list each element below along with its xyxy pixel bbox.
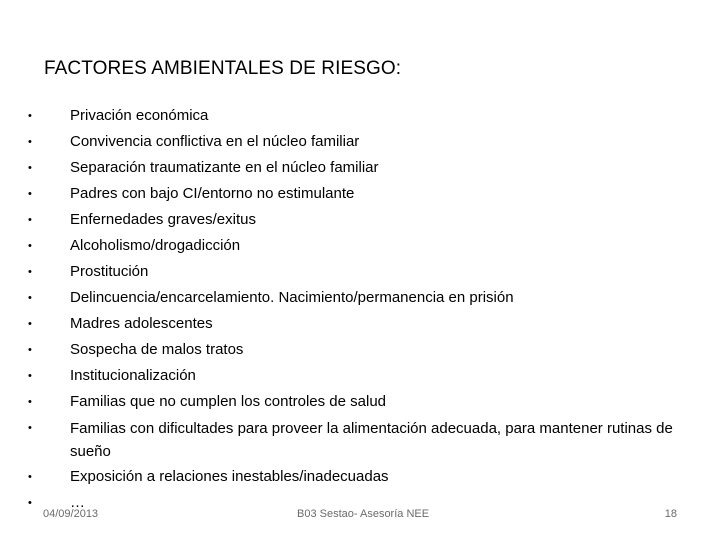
bullet-marker: • (28, 110, 32, 122)
list-item (28, 415, 678, 464)
list-item (28, 155, 678, 181)
list-item (28, 311, 678, 337)
bullet-marker: • (28, 471, 32, 483)
bullet-marker: • (28, 422, 32, 434)
slide-title: FACTORES AMBIENTALES DE RIESGO: (44, 58, 402, 79)
bullet-marker: • (28, 344, 32, 356)
list-item (28, 207, 678, 233)
list-item-text: Padres con bajo CI/entorno no estimulante (70, 185, 355, 202)
bullet-marker: • (28, 370, 32, 382)
list-item (28, 129, 678, 155)
list-item (28, 285, 678, 311)
list-item-text: Familias con dificultades para proveer la alimentación adecuada, para mantener rutinas de sueño (70, 419, 673, 460)
list-item-text: Madres adolescentes (70, 315, 213, 332)
bullet-marker: • (28, 497, 32, 509)
footer-center-text: B03 Sestao- Asesoría NEE (297, 508, 430, 520)
list-item (28, 363, 678, 389)
footer-date: 04/09/2013 (43, 508, 99, 520)
bullet-marker: • (28, 240, 32, 252)
bullet-marker: • (28, 214, 32, 226)
bullet-marker: • (28, 292, 32, 304)
list-item (28, 233, 678, 259)
list-item (28, 464, 678, 490)
list-item-text: Delincuencia/encarcelamiento. Nacimiento/permanencia en prisión (70, 289, 514, 306)
bullet-list (28, 103, 678, 516)
list-item-text: Institucionalización (70, 367, 196, 384)
list-item-text: … (70, 494, 85, 511)
bullet-marker: • (28, 188, 32, 200)
list-item (28, 181, 678, 207)
list-item-text: Alcoholismo/drogadicción (70, 237, 241, 254)
page-number: 18 (664, 508, 677, 520)
list-item (28, 103, 678, 129)
list-item-text: Exposición a relaciones inestables/inadecuadas (70, 468, 389, 485)
list-item-text: Prostitución (70, 263, 149, 280)
list-item (28, 259, 678, 285)
list-item-text: Sospecha de malos tratos (70, 341, 244, 358)
list-item-text: Convivencia conflictiva en el núcleo familiar (70, 133, 360, 150)
list-item (28, 389, 678, 415)
bullet-marker: • (28, 136, 32, 148)
list-item-text: Familias que no cumplen los controles de salud (70, 393, 387, 410)
bullet-marker: • (28, 162, 32, 174)
list-item (28, 337, 678, 363)
bullet-marker: • (28, 266, 32, 278)
list-item-text: Enfernedades graves/exitus (70, 211, 256, 228)
bullet-marker: • (28, 396, 32, 408)
bullet-marker: • (28, 318, 32, 330)
list-item-text: Privación económica (70, 107, 209, 124)
list-item-text: Separación traumatizante en el núcleo familiar (70, 159, 379, 176)
